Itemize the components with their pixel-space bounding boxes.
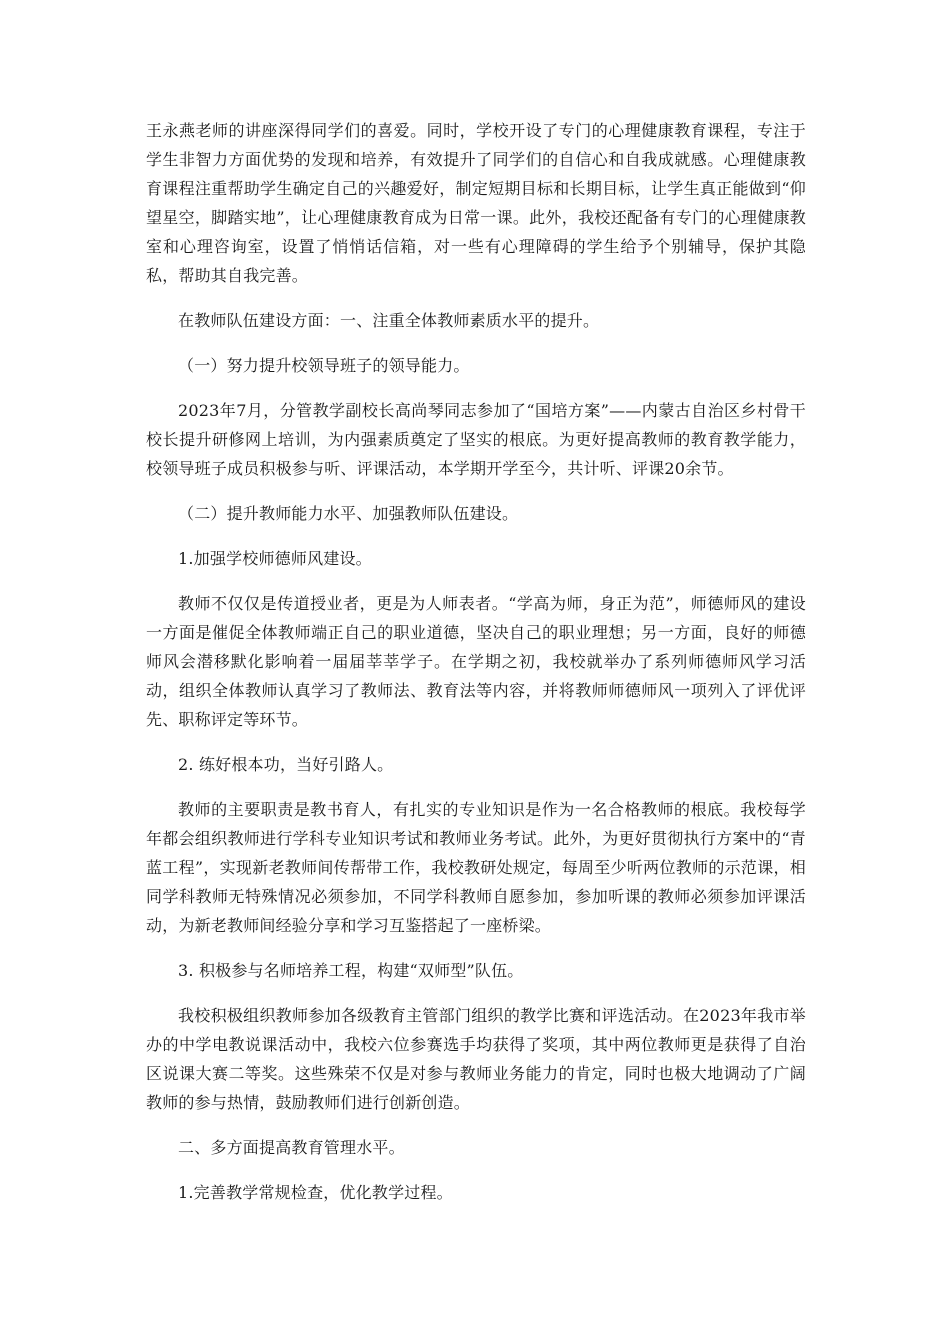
- heading-leadership: （一）努力提升校领导班子的领导能力。: [178, 356, 470, 375]
- heading-teacher-ability: （二）提升教师能力水平、加强教师队伍建设。: [178, 504, 519, 523]
- heading-teacher-team: 在教师队伍建设方面：一、注重全体教师素质水平的提升。: [178, 311, 600, 330]
- heading-routine-check: 1.完善教学常规检查，优化教学过程。: [178, 1183, 453, 1202]
- paragraph-psychology-course: 王永燕老师的讲座深得同学们的喜爱。同时，学校开设了专门的心理健康教育课程，专注于学生非智力方面优势的发现和培养，有效提升了同学们的自信心和自我成就感。心理健康教育课程注重帮助学生确定自己的兴趣爱好，制定短期目标和长期目标，让学生真正能做到“仰望星空，脚踏实地”，让心理健康教育成为日常一课。此外，我校还配备有专门的心理健康教室和心理咨询室，设置了悄悄话信箱，对一些有心理障碍的学生给予个别辅导，保护其隐私，帮助其自我完善。: [146, 121, 806, 285]
- paragraph-basic-skills: 教师的主要职责是教书育人，有扎实的专业知识是作为一名合格教师的根底。我校每学年都会组织教师进行学科专业知识考试和教师业务考试。此外，为更好贯彻执行方案中的“青蓝工程”，实现新老教师间传帮带工作，我校教研处规定，每周至少听两位教师的示范课，相同学科教师无特殊情况必须参加，不同学科教师自愿参加，参加听课的教师必须参加评课活动，为新老教师间经验分享和学习互鉴搭起了一座桥梁。: [146, 800, 806, 935]
- heading-famous-teacher: 3. 积极参与名师培养工程，构建“双师型”队伍。: [178, 961, 524, 980]
- paragraph-ethics: 教师不仅仅是传道授业者，更是为人师表者。“学高为师，身正为范”，师德师风的建设一方面是催促全体教师端正自己的职业道德，坚决自己的职业理想；另一方面，良好的师德师风会潜移默化影响着一届届莘莘学子。在学期之初，我校就举办了系列师德师风学习活动，组织全体教师认真学习了教师法、教育法等内容，并将教师师德师风一项列入了评优评先、职称评定等环节。: [146, 594, 806, 729]
- heading-management: 二、多方面提高教育管理水平。: [178, 1138, 405, 1157]
- paragraph-training: 2023年7月，分管教学副校长高尚琴同志参加了“国培方案”——内蒙古自治区乡村骨干校长提升研修网上培训，为内强素质奠定了坚实的根底。为更好提高教师的教育教学能力，校领导班子成员积极参与听、评课活动，本学期开学至今，共计听、评课20余节。: [146, 401, 806, 478]
- heading-basic-skills: 2. 练好根本功，当好引路人。: [178, 755, 394, 774]
- paragraph-competitions: 我校积极组织教师参加各级教育主管部门组织的教学比赛和评选活动。在2023年我市举办的中学电教说课活动中，我校六位参赛选手均获得了奖项，其中两位教师更是获得了自治区说课大赛二等奖。这些殊荣不仅是对参与教师业务能力的肯定，同时也极大地调动了广阔教师的参与热情，鼓励教师们进行创新创造。: [146, 1006, 806, 1112]
- document-body: [146, 116, 806, 1207]
- heading-ethics: 1.加强学校师德师风建设。: [178, 549, 372, 568]
